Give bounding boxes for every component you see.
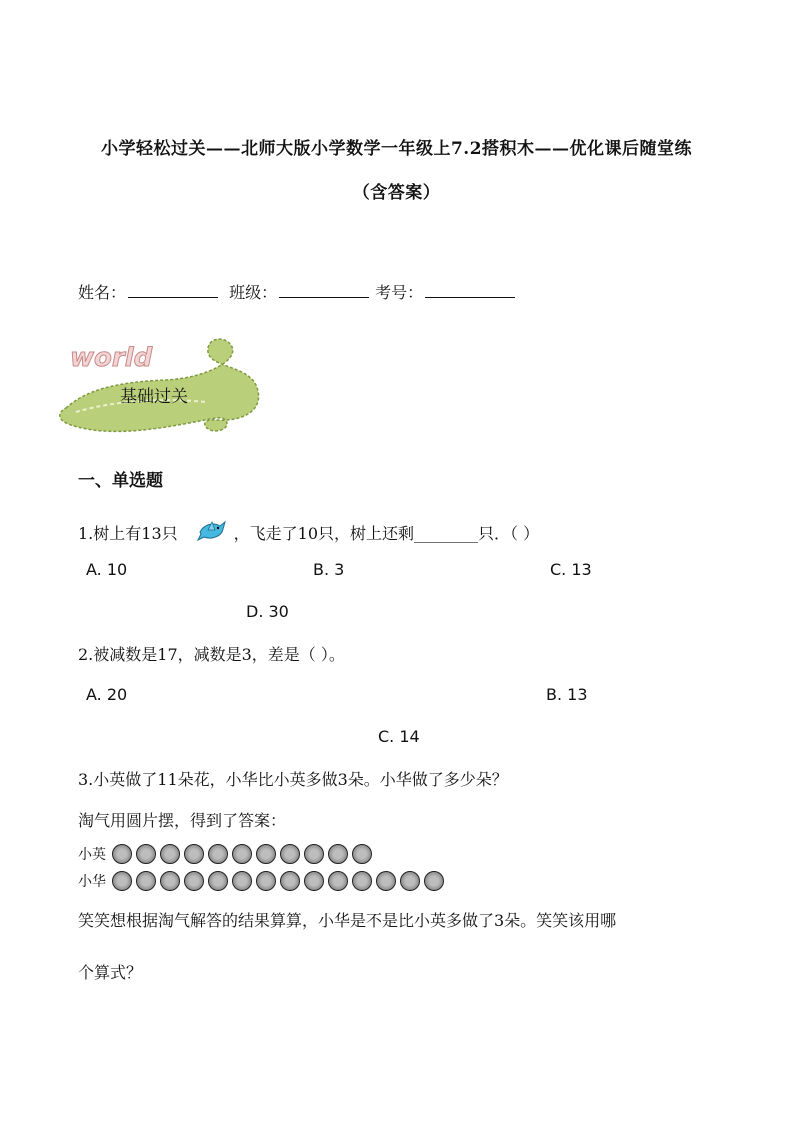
section-heading: 一、单选题 — [78, 471, 163, 491]
counter-disc-icon — [232, 871, 252, 891]
name-blank — [128, 283, 218, 298]
question-2: 2.被减数是17，减数是3，差是（ ）。 — [78, 645, 345, 664]
class-label: 班级： — [229, 283, 278, 302]
q2-option-a[interactable]: A. 20 — [86, 685, 128, 704]
counter-disc-icon — [112, 844, 132, 864]
q3-followup-2: 个算式？ — [78, 963, 143, 982]
q1-text-before: 1.树上有13只 — [78, 523, 178, 543]
word-art-text: world — [70, 343, 153, 373]
section-banner — [56, 330, 276, 445]
q2-option-c[interactable]: C. 14 — [378, 727, 420, 746]
counter-disc-icon — [304, 844, 324, 864]
counter-disc-icon — [256, 844, 276, 864]
counter-disc-icon — [136, 844, 156, 864]
counter-disc-icon — [280, 871, 300, 891]
counter-disc-icon — [208, 844, 228, 864]
counter-disc-icon — [352, 844, 372, 864]
exam-label: 考号： — [375, 283, 424, 302]
class-blank — [279, 283, 369, 298]
counter-disc-icon — [280, 844, 300, 864]
doc-subtitle: （含答案） — [352, 183, 441, 203]
counter-disc-icon — [208, 871, 228, 891]
counter-disc-icon — [160, 844, 180, 864]
q3-subtext: 淘气用圆片摆，得到了答案： — [78, 811, 287, 830]
question-3: 3.小英做了11朵花，小华比小英多做3朵。小华做了多少朵？ — [78, 770, 508, 789]
counter-disc-icon — [424, 871, 444, 891]
counter-disc-icon — [400, 871, 420, 891]
q2-option-b[interactable]: B. 13 — [546, 685, 588, 704]
doc-title: 小学轻松过关——北师大版小学数学一年级上7.2搭积木——优化课后随堂练 — [100, 139, 693, 159]
counter-disc-icon — [160, 871, 180, 891]
q1-option-d[interactable]: D. 30 — [246, 602, 289, 621]
row-xiaohua — [78, 871, 448, 891]
counter-disc-icon — [304, 871, 324, 891]
q1-option-a[interactable]: A. 10 — [86, 560, 128, 579]
exam-blank — [425, 283, 515, 298]
counter-disc-icon — [184, 871, 204, 891]
counter-disc-icon — [376, 871, 396, 891]
row2-label: 小华 — [78, 874, 106, 890]
counter-disc-icon — [328, 844, 348, 864]
question-1 — [78, 518, 539, 546]
banner-label: 基础过关 — [120, 387, 188, 407]
name-label: 姓名： — [78, 283, 127, 302]
student-info — [78, 280, 521, 303]
q1-option-c[interactable]: C. 13 — [550, 560, 592, 579]
q3-followup-1: 笑笑想根据淘气解答的结果算算，小华是不是比小英多做了3朵。笑笑该用哪 — [78, 911, 617, 930]
counter-disc-icon — [328, 871, 348, 891]
counter-disc-icon — [352, 871, 372, 891]
counter-disc-icon — [232, 844, 252, 864]
counter-disc-icon — [136, 871, 156, 891]
q1-option-b[interactable]: B. 3 — [313, 560, 345, 579]
counter-disc-icon — [184, 844, 204, 864]
bird-icon — [196, 518, 226, 546]
counter-disc-icon — [112, 871, 132, 891]
counter-disc-icon — [256, 871, 276, 891]
row1-label: 小英 — [78, 847, 106, 863]
q1-text-after: ，飞走了10只，树上还剩________只．（ ） — [233, 523, 540, 543]
row-xiaoying — [78, 844, 376, 864]
